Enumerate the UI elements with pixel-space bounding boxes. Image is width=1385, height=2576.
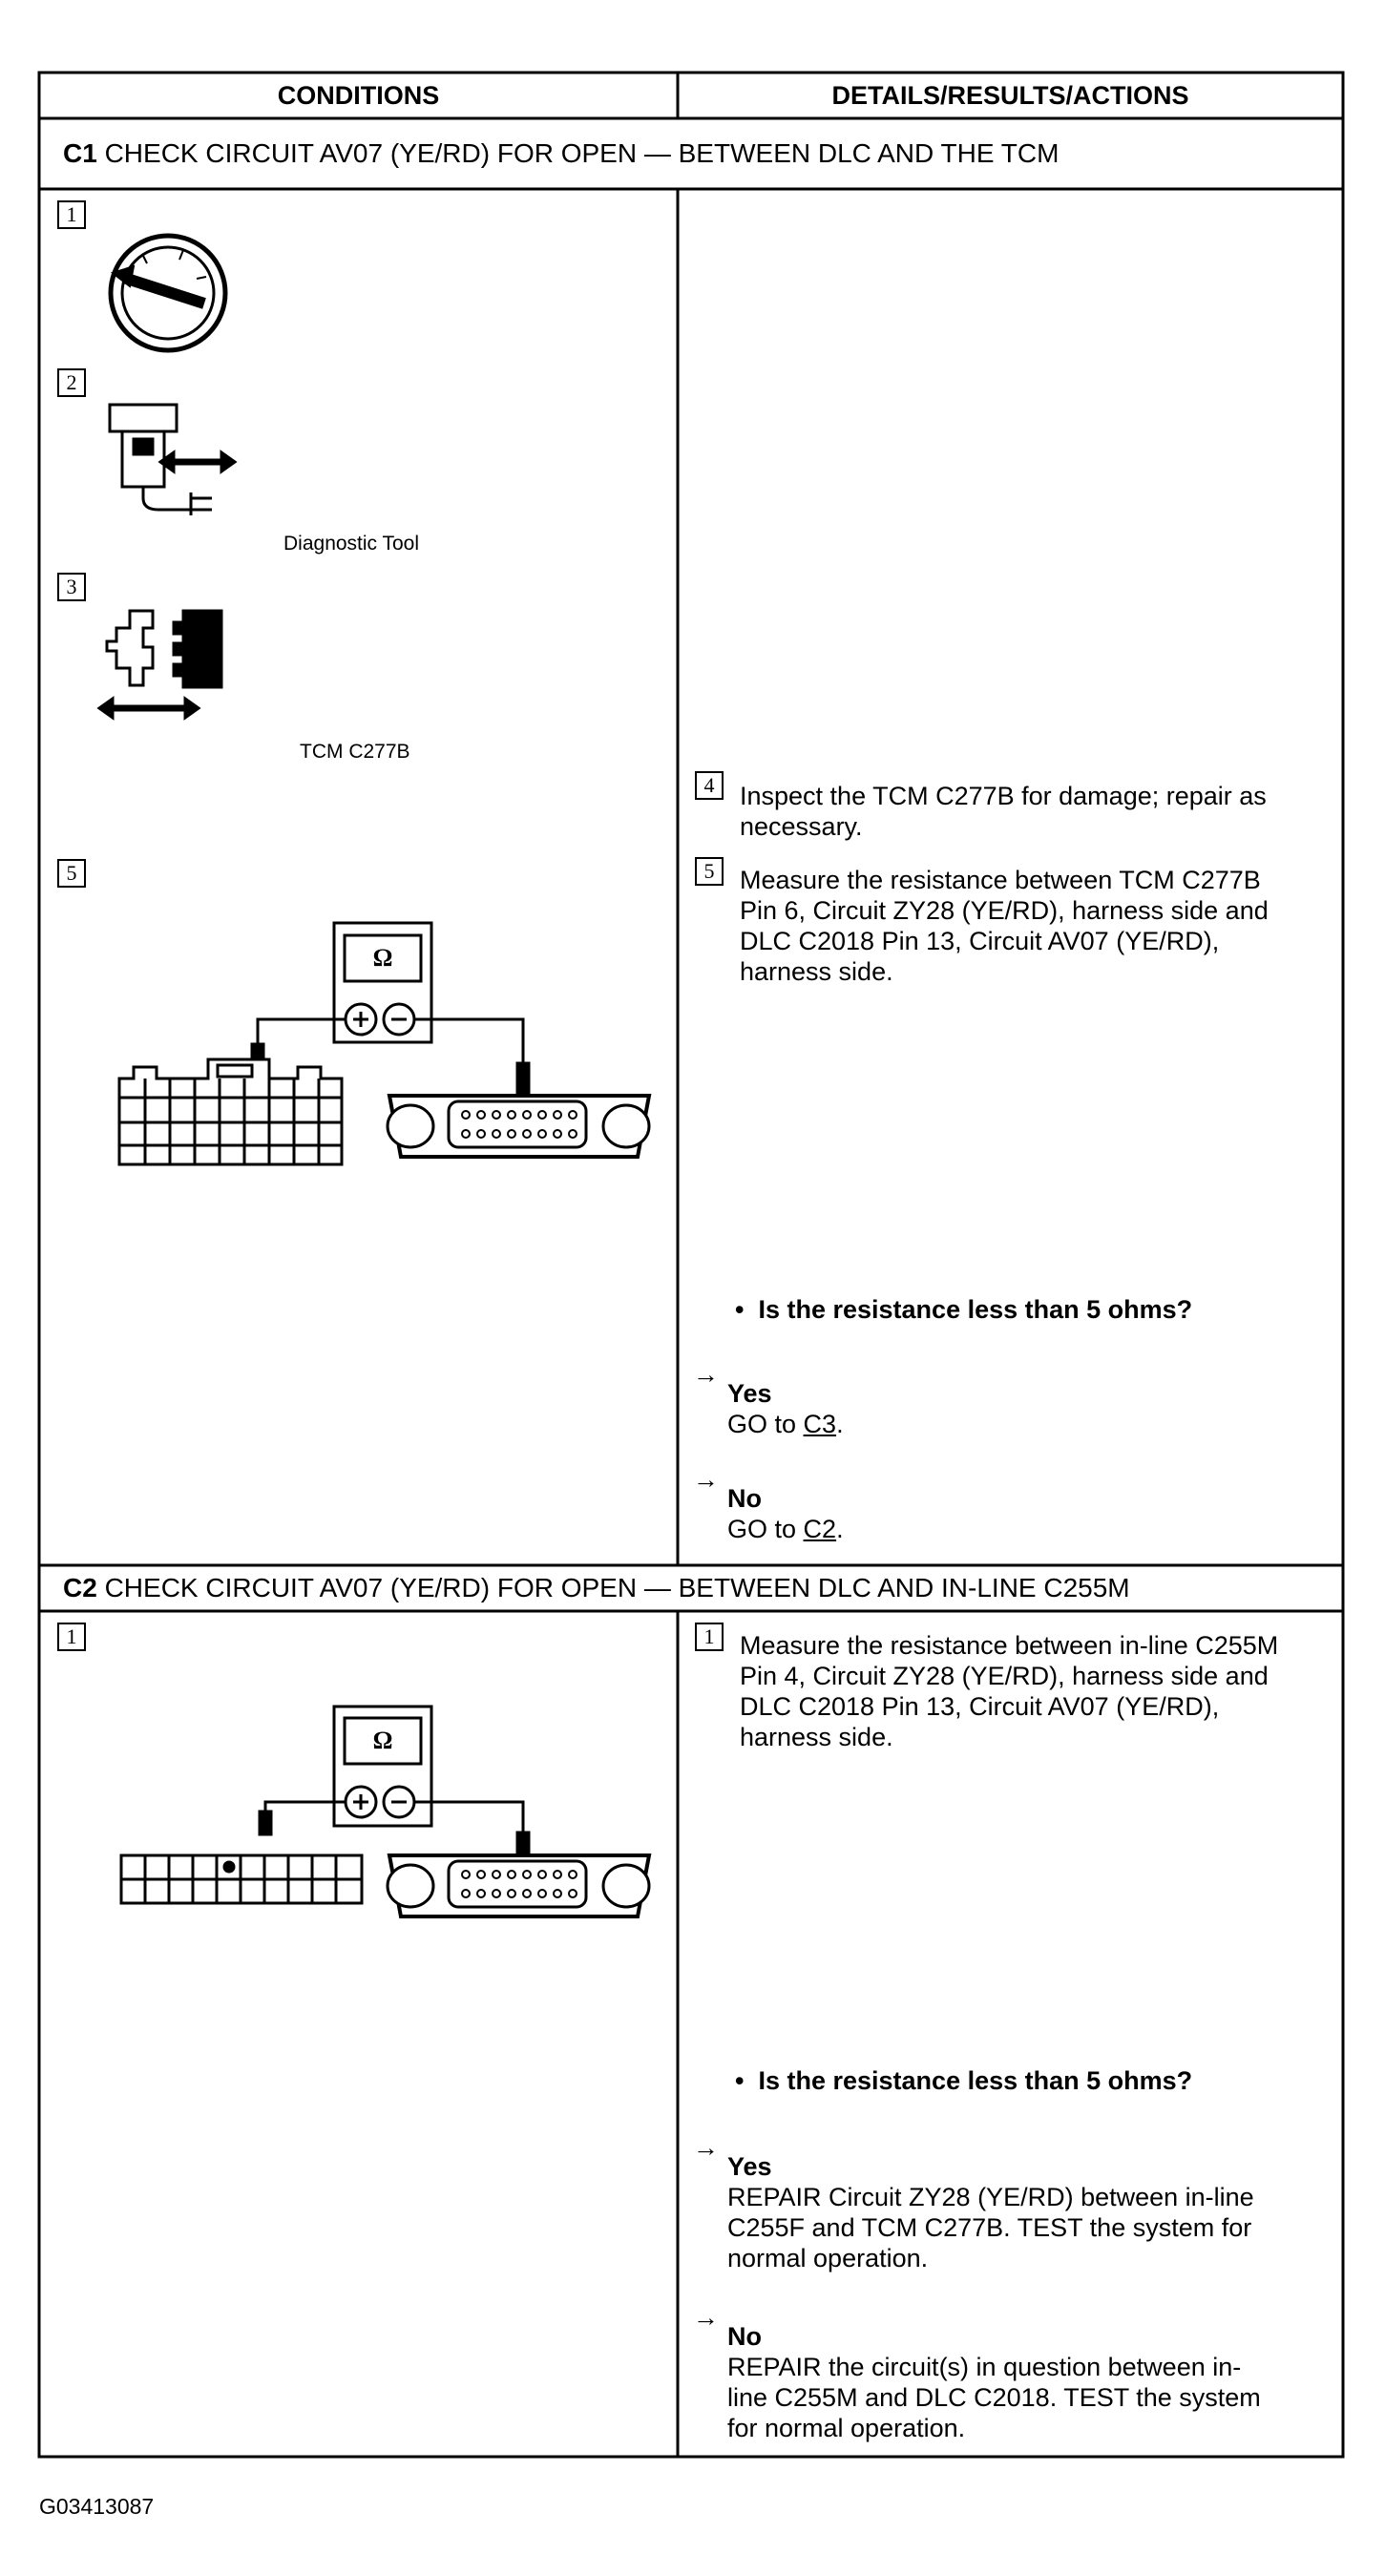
c1-action-5-box: 5 xyxy=(695,857,724,886)
c2-code: C2 xyxy=(63,1573,97,1602)
graphic-id: G03413087 xyxy=(39,2494,155,2519)
c2-yes-line-3: normal operation. xyxy=(727,2244,929,2272)
c2-yes-arrow: → xyxy=(693,2133,719,2162)
diagnostic-tool-caption: Diagnostic Tool xyxy=(283,533,420,555)
c2-no-label: No xyxy=(727,2322,762,2351)
c1-no-go: GO to xyxy=(727,1515,797,1543)
c2-yes-line-1: REPAIR Circuit ZY28 (YE/RD) between in-line xyxy=(727,2183,1254,2211)
c2-action-1-line-3: DLC C2018 Pin 13, Circuit AV07 (YE/RD), xyxy=(740,1692,1220,1721)
c1-action-4-box: 4 xyxy=(695,771,724,800)
c1-step-3-box: 3 xyxy=(57,573,86,601)
c1-action-4-line-2: necessary. xyxy=(740,812,863,841)
c2-question-bullet: • xyxy=(735,2066,745,2095)
c1-action-4-line-1: Inspect the TCM C277B for damage; repair as xyxy=(740,782,1267,810)
c2-action-1-line-2: Pin 4, Circuit ZY28 (YE/RD), harness side and xyxy=(740,1662,1269,1690)
details-header: DETAILS/RESULTS/ACTIONS xyxy=(831,81,1189,110)
c1-action-5-line-1: Measure the resistance between TCM C277B xyxy=(740,866,1261,894)
c2-no-line-3: for normal operation. xyxy=(727,2414,966,2442)
conditions-header: CONDITIONS xyxy=(277,81,440,110)
c1-yes-link[interactable]: C3 xyxy=(803,1410,837,1438)
c2-step-1-box: 1 xyxy=(57,1623,86,1651)
c1-no-label: No xyxy=(727,1484,762,1513)
c1-yes-go: GO to xyxy=(727,1410,797,1438)
c1-action-5-line-4: harness side. xyxy=(740,957,893,986)
c1-question-text: Is the resistance less than 5 ohms? xyxy=(758,1295,1193,1324)
c1-no-link[interactable]: C2 xyxy=(803,1515,837,1543)
c2-action-1-line-4: harness side. xyxy=(740,1723,893,1751)
c1-question-bullet: • xyxy=(735,1295,745,1324)
c2-title-text: CHECK CIRCUIT AV07 (YE/RD) FOR OPEN — BETWEEN DLC AND IN-LINE C255M xyxy=(104,1573,1130,1602)
tcm-connector-caption: TCM C277B xyxy=(300,741,410,763)
c2-action-1-line-1: Measure the resistance between in-line C255M xyxy=(740,1631,1279,1660)
c1-step-5-box: 5 xyxy=(57,859,86,888)
c1-no-arrow: → xyxy=(693,1465,719,1494)
c1-yes-label: Yes xyxy=(727,1379,772,1408)
c1-step-1-box: 1 xyxy=(57,200,86,229)
c2-ohm-symbol: Ω xyxy=(372,1727,393,1754)
c2-question-text: Is the resistance less than 5 ohms? xyxy=(758,2066,1193,2095)
c1-action-5-line-3: DLC C2018 Pin 13, Circuit AV07 (YE/RD), xyxy=(740,927,1220,955)
c1-yes-arrow: → xyxy=(693,1360,719,1389)
c1-code: C1 xyxy=(63,138,97,168)
c2-yes-line-2: C255F and TCM C277B. TEST the system for xyxy=(727,2213,1252,2242)
c1-yes-after: . xyxy=(836,1410,844,1438)
c2-no-arrow: → xyxy=(693,2303,719,2332)
c2-no-line-1: REPAIR the circuit(s) in question between in- xyxy=(727,2353,1242,2381)
c1-action-5-line-2: Pin 6, Circuit ZY28 (YE/RD), harness side and xyxy=(740,896,1269,925)
c1-step-2-box: 2 xyxy=(57,368,86,397)
c1-no-after: . xyxy=(836,1515,844,1543)
c2-yes-label: Yes xyxy=(727,2152,772,2181)
c1-ohm-symbol: Ω xyxy=(372,944,393,972)
c2-question xyxy=(735,2065,1192,2096)
c1-title-text: CHECK CIRCUIT AV07 (YE/RD) FOR OPEN — BETWEEN DLC AND THE TCM xyxy=(104,138,1060,168)
c2-action-1-box: 1 xyxy=(695,1623,724,1651)
c2-no-line-2: line C255M and DLC C2018. TEST the system xyxy=(727,2383,1261,2412)
